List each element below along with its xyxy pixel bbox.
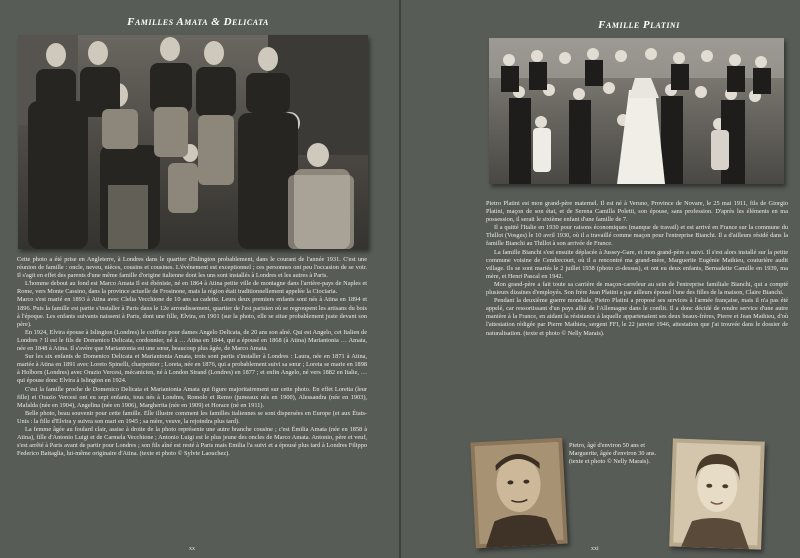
portraits-caption: Pietro, âgé d'environ 50 ans et Marguerite, âgée d'environ 30 ans. (texte et photo © Nelly Marais). bbox=[569, 442, 657, 466]
left-page bbox=[0, 0, 399, 558]
left-article-text bbox=[17, 256, 367, 458]
paragraph: En 1924, Elvira épouse à Islington (Londres) le coiffeur pour dames Angelo Delicata, de 20 ans son aîné. Qui est Angelo, cet Italien de Londres ? Il est le fils de Domenico Delicata, cordonnier, né à … Atina en 1844, qui a épousé en 1868 (à Atina) Mariantonia … Amata, née en 1848 à Atina. Il s'avère que Mariantonia est une sœur, beaucoup plus âgée, de Marco Amata. bbox=[17, 328, 367, 353]
paragraph: C'est la famille proche de Domenico Delicata et Mariantonia Amata qui figure majoritairement sur cette photo. En effet Loretta (leur fille) et Orazio Vercesi ont eu sept enfants, tous nés à Londres, Romolo et Remo (jumeaux nés en 1900), Alessandra (née en 1903), Mafalda (née en 1904), Angelina (née en 1906), Margherita (née en 1909) et Horace (né en 1911). bbox=[17, 385, 367, 409]
paragraph: Il a quitté l'Italie en 1930 pour raisons économiques (manque de travail) et est arrivé en France sur la commune du Thillot (Vosges) le 10 avril 1930, où il a travaillé comme maçon pour l'entreprise Bianchi. Il a d'ailleurs résidé dans la famille Bianchi au Thillot à son arrivée de France. bbox=[486, 224, 788, 248]
portrait-marguerite-image bbox=[669, 438, 765, 549]
portrait-pietro-image bbox=[470, 438, 567, 549]
paragraph: Mon grand-père a fait toute sa carrière de maçon-carreleur au sein de l'entreprise familiale Bianchi, qui a compté plusieurs dizaines d'employés. Son frère Jean Platini a par ailleurs épousé l'une des filles de la maison, Claire Bianchi. bbox=[486, 280, 788, 297]
paragraph: La famille Bianchi s'est ensuite déplacée à Jussey-Gare, et mon grand-père a suivi. Il s'est alors installé sur la petite commune voisine de Cendrecourt, où il a rencontré ma grand-mère, Marguerite Eugénie Mathieu, couturière audit village. Ils se sont mariés le 2 juillet 1938 (photo ci-dessus), et ont eu deux enfants, Bernadette Camille en 1939, ma mère, et Henri Pascal en 1942. bbox=[486, 248, 788, 280]
paragraph: Cette photo a été prise en Angleterre, à Londres dans le quartier d'Islington probablement, dans le courant de l'année 1931. C'est une réunion de famille : oncle, neveu, nièces, cousins et cousines. L'événement est exceptionnel ; ces personnes ont peu l'occasion de se voir. Il s'agit en effet des parents d'une même famille d'origine italienne dont les uns sont installés à Londres et les autres à Paris. bbox=[17, 256, 367, 280]
family-group-photo bbox=[18, 35, 368, 249]
right-page-title: Famille Platini bbox=[598, 19, 680, 31]
portrait-pietro bbox=[470, 438, 567, 549]
right-article-text bbox=[486, 200, 788, 338]
paragraph: Pietro Platini est mon grand-père maternel. Il est né à Veruno, Province de Novare, le 25 mai 1911, fils de Giorgio Platini, maçon de son état, et de Serena Camilla Poletti, son épouse, sans profession. D'après les éléments en ma possession, il serait le sixième enfant d'une famille de 7. bbox=[486, 200, 788, 224]
left-page-title: Familles Amata & Delicata bbox=[127, 16, 269, 28]
wedding-group-photo-image bbox=[489, 38, 784, 184]
page-number: xxi bbox=[591, 546, 599, 552]
paragraph: Pendant la deuxième guerre mondiale, Pietro Platini a proposé ses services à l'armée française, mais il n'a pas été appelé, car ressortissant d'un pays allié de l'Allemagne dans le conflit. Il a donc décidé de rendre service d'une autre manière à la France, en aidant la résistance à laquelle appartenaient ses deux beaux-frères, Pierre et Jean Mathieu, d'où l'attestation rédigée par Pierre Mathieu, sergent FFI, le 22 janvier 1946, attestation que j'ai trouvée dans le dossier de naturalisation. (texte et photo © Nelly Marais). bbox=[486, 297, 788, 337]
paragraph: La femme âgée au foulard clair, assise à droite de la photo représente une autre branche cousine ; c'est Émilia Amata (née en 1858 à Atina), fille d'Antonio Luigi et de Carmela Vecchione ; Antonio Luigi est le plus jeune des oncles de Marco Amata. Antonio, père et veuf, s'est arrêté à Paris avant de partir pour Londres ; son fils aîné est resté à Paris mais Emilia l'a suivi et a épousé plus tard à Londres Filippo Federico Battaglia, lui-même originaire d'Atina. (texte et photo © Sylvie Laouchez). bbox=[17, 425, 367, 458]
family-group-photo-image bbox=[18, 35, 368, 249]
page-number: xx bbox=[189, 546, 195, 552]
wedding-group-photo bbox=[489, 38, 784, 184]
right-page bbox=[401, 0, 800, 558]
paragraph: Belle photo, beau souvenir pour cette famille. Elle illustre comment les familles italiennes se sont dispersées en Europe (et aux États-Unis : la fille d'Elvira y suivra son mari en 1945 ; sa mère, veuve, la rejoindra plus tard). bbox=[17, 409, 367, 425]
paragraph: L'homme debout au fond est Marco Amata Il est ébéniste, né en 1864 à Atina petite ville de montagne dans l'arrière-pays de Naples et Rome, vers Monte Cassino, dans la province actuelle de Frosinone, mais la région était traditionnellement appelée la Ciociaria. bbox=[17, 280, 367, 296]
portrait-marguerite bbox=[669, 438, 765, 549]
paragraph: Marco s'est marié en 1893 à Atina avec Clelia Vecchione de 10 ans sa cadette. Leurs deux premiers enfants sont nés à Atina en 1894 et 1896. Puis la famille est partie s'installer à Paris dans le 12e arrondissement, quartier de l'est parisien où se regroupent les artisans du bois à l'époque. Les enfants suivants naissent à Paris, dont une fille, Elvira, en 1901 (sur la photo, elle se situe probablement juste devant son père). bbox=[17, 296, 367, 328]
paragraph: Sur les six enfants de Domenico Delicata et Mariantonia Amata, trois sont partis s'installer à Londres : Laura, née en 1871 à Atina, mariée à Atina en 1891 avec Loreto Spinelli, charpentier ; Loreta, née en 1876, qui a probablement suivi sa sœur ; Loreta se marie en 1898 à Holborn (Londres) avec Orazio Vercesi, mécanicien, né à London Strand (Londres) en 1877 ; et enfin Angelo, né vers 1882 en Italie, … qui épouse donc Elvira à Islington en 1924. bbox=[17, 353, 367, 385]
